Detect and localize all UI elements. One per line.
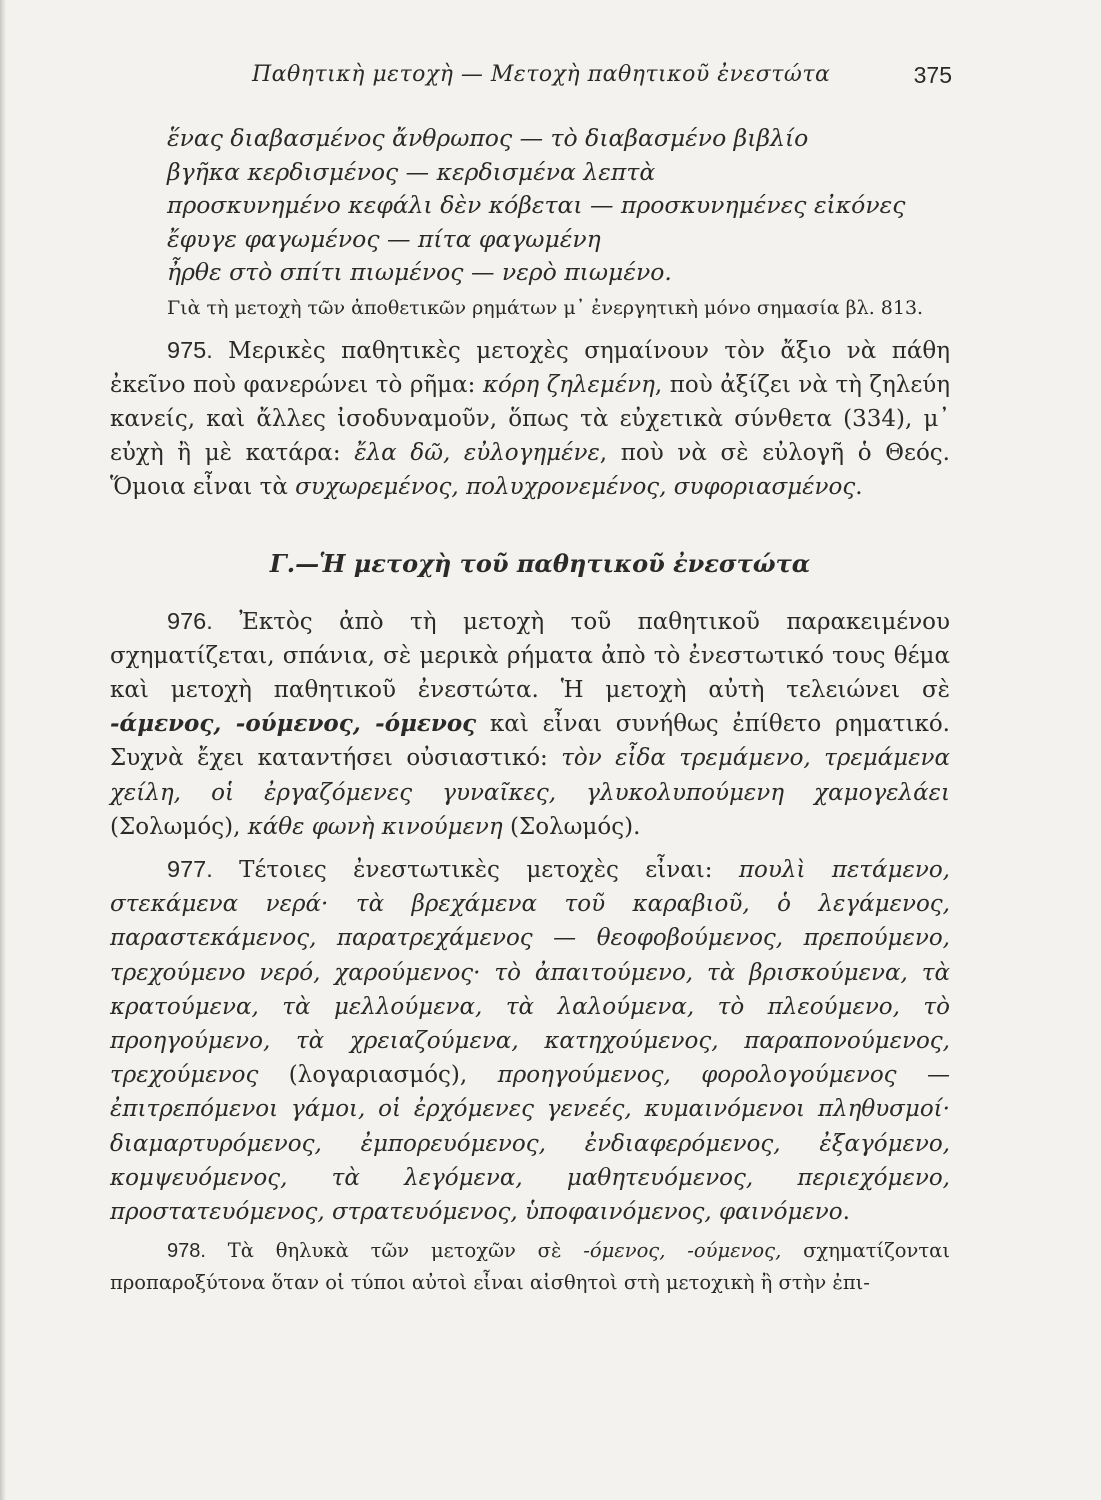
example-list (110, 122, 950, 290)
example-line: ἔφυγε φαγωμένος — πίτα φαγωμένη (167, 224, 601, 253)
running-title: Παθητικὴ μετοχὴ — Μετοχὴ παθητικοῦ ἐνεστώτα (252, 62, 831, 87)
paragraph-978: 978. Τὰ θηλυκὰ τῶν μετοχῶν σὲ -όμενος, -ούμενος, σχηματίζονται προπαροξύτονα ὅταν οἱ τύποι αὐτοὶ εἶναι αἰσθητοὶ στὴ μετοχικὴ ἢ στὴν ἐπι- (110, 1239, 950, 1295)
paragraph-number: 975. (167, 336, 213, 363)
section-heading: Γ.—Ἡ μετοχὴ τοῦ παθητικοῦ ἐνεστώτα (269, 548, 811, 578)
page-gutter-shadow (0, 0, 6, 1500)
cross-reference-note: Γιὰ τὴ μετοχὴ τῶν ἀποθετικῶν ρημάτων μ᾿ ἐνεργητικὴ μόνο σημασία βλ. 813. (167, 296, 924, 319)
paragraph-975: 975. Μερικὲς παθητικὲς μετοχὲς σημαίνουν τὸν ἄξιο νὰ πάθη ἐκεῖνο ποὺ φανερώνει τὸ ρῆμα: κόρη ζηλεμένη, ποὺ ἀξίζει νὰ τὴ ζηλεύη κανείς, καὶ ἄλλες ἰσοδυναμοῦν, ὅπως τὰ εὐχετικὰ σύνθετα (334), μ᾿ εὐχὴ ἢ μὲ κατάρα: ἔλα δῶ, εὐλογημένε, ποὺ νὰ σὲ εὐλογῆ ὁ Θεός. Ὅμοια εἶναι τὰ συχωρεμένος, πολυχρονεμένος, συφοριασμένος. (110, 336, 950, 501)
running-head (252, 62, 952, 92)
example-line: βγῆκα κερδισμένος — κερδισμένα λεπτὰ (167, 157, 656, 186)
paragraph-number: 976. (167, 607, 213, 634)
example-line: ἕνας διαβασμένος ἄνθρωπος — τὸ διαβασμένο βιβλίο (167, 124, 809, 152)
paragraph-number: 978. (167, 1240, 206, 1263)
paragraph-977: 977. Τέτοιες ἐνεστωτικὲς μετοχὲς εἶναι: πουλὶ πετάμενο, στεκάμενα νερά· τὰ βρεχάμενα τοῦ καραβιοῦ, ὁ λεγάμενος, παραστεκάμενος, παρατρεχάμενος — θεοφοβούμενος, πρεπούμενο, τρεχούμενο νερό, χαρούμενος· τὸ ἀπαιτούμενο, τὰ βρισκούμενα, τὰ κρατούμενα, τὰ μελλούμενα, τὰ λαλούμενα, τὸ πλεούμενο, τὸ προηγούμενο, τὰ χρειαζούμενα, κατηχούμενος, παραπονούμενος, τρεχούμενος (λογαριασμός), προηγούμενος, φορολογούμενος — ἐπιτρεπόμενοι γάμοι, οἱ ἐρχόμενες γενεές, κυμαινόμενοι πληθυσμοί· διαμαρτυρόμενος, ἐμπορευόμενος, ἐνδιαφερόμενος, ἐξαγόμενο, κομψευόμενος, τὰ λεγόμενα, μαθητευόμενος, περιεχόμενο, προστατευόμενος, στρατευόμενος, ὑποφαινόμενος, φαινόμενο. (110, 855, 951, 1225)
paragraph-number: 977. (167, 855, 213, 882)
page-number: 375 (913, 62, 952, 88)
paragraph-976: 976. Ἐκτὸς ἀπὸ τὴ μετοχὴ τοῦ παθητικοῦ παρακειμένου σχηματίζεται, σπάνια, σὲ μερικὰ ρήματα ἀπὸ τὸ ἐνεστωτικό τους θέμα καὶ μετοχὴ παθητικοῦ ἐνεστώτα. Ἡ μετοχὴ αὐτὴ τελειώνει σὲ -άμενος, -ούμενος, -όμενος καὶ εἶναι συνήθως ἐπίθετο ρηματικό. Συχνὰ ἔχει καταντήσει οὐσιαστικό: τὸν εἶδα τρεμάμενο, τρεμάμενα χείλη, οἱ ἐργαζόμενες γυναῖκες, γλυκολυπούμενη χαμογελάει (Σολωμός), κάθε φωνὴ κινούμενη (Σολωμός). (110, 607, 950, 840)
page-content (110, 122, 950, 1298)
example-line: ἦρθε στὸ σπίτι πιωμένος — νερὸ πιωμένο. (167, 258, 672, 286)
example-line: προσκυνημένο κεφάλι δὲν κόβεται — προσκυνημένες εἰκόνες (167, 191, 906, 219)
